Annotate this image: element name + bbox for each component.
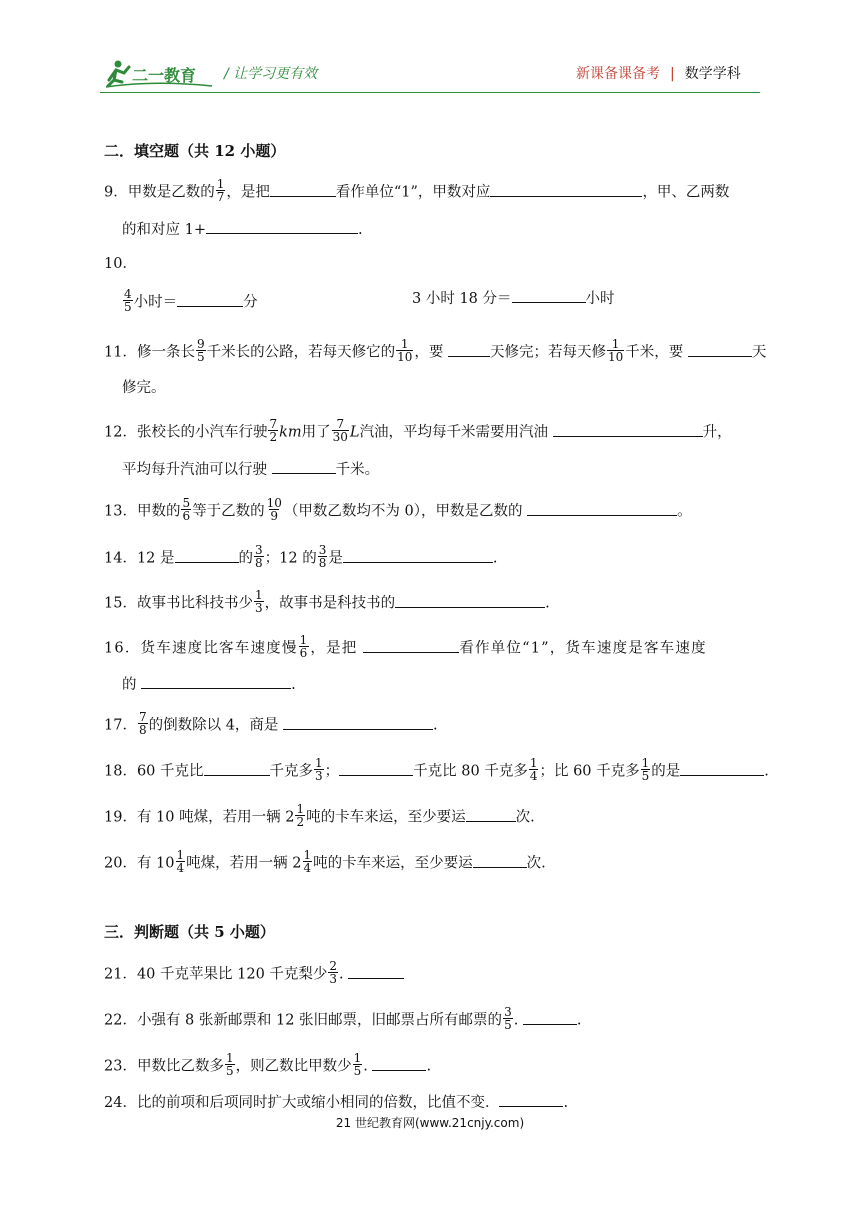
question-text: .: [492, 550, 498, 567]
question-text: 升，: [702, 424, 732, 441]
fraction-numerator: 5: [182, 496, 191, 510]
fraction-numerator: 3: [255, 543, 263, 557]
answer-blank: [448, 342, 490, 357]
fraction: [529, 757, 539, 782]
question-text: 13．甲数的: [104, 503, 181, 520]
header-separator: |: [670, 66, 675, 82]
question-text: ，是把: [226, 184, 270, 201]
fraction-numerator: 10: [266, 496, 282, 510]
question-text: 22．小强有 8 张新邮票和 12 张旧邮票，旧邮票占所有邮票的: [104, 1012, 503, 1029]
answer-blank: [204, 761, 270, 776]
fraction-numerator: 1: [353, 1051, 362, 1065]
answer-blank: [206, 219, 358, 234]
question-9: [104, 177, 730, 205]
fraction: [607, 338, 624, 363]
answer-blank: [466, 807, 516, 822]
fraction-denominator: 8: [138, 723, 147, 737]
header-slogan: / 让学习更有效: [224, 66, 318, 82]
question-text: 的: [122, 677, 137, 693]
fraction-numerator: 1: [641, 756, 650, 770]
question-text: 16．货车速度比客车速度慢: [104, 640, 298, 657]
question-text: 吨的卡车来运，至少要运: [306, 809, 466, 826]
fraction-numerator: 9: [196, 337, 205, 351]
question-text: 23．甲数比乙数多: [104, 1058, 224, 1075]
question-text: .: [339, 966, 344, 983]
fraction-numerator: 1: [611, 337, 620, 351]
fraction: [176, 849, 186, 874]
question-text: ；: [324, 763, 340, 780]
fraction-denominator: 4: [176, 861, 185, 875]
question-text: 吨的卡车来运，至少要运: [313, 855, 473, 872]
question-text: .: [764, 763, 769, 780]
fraction: [254, 544, 264, 569]
question-text: ；12 的: [264, 550, 317, 567]
fraction: [196, 338, 206, 363]
question-20: [104, 848, 546, 876]
question-18: [104, 756, 769, 784]
fraction-numerator: 1: [400, 337, 409, 351]
fraction-numerator: 1: [299, 633, 309, 647]
question-text: 千米，要: [625, 344, 684, 361]
question-16: [104, 633, 707, 661]
answer-blank: [283, 715, 433, 730]
answer-blank: [175, 548, 239, 563]
answer-blank: [553, 422, 703, 437]
fraction-denominator: 5: [196, 350, 205, 364]
question-text: 分: [243, 294, 258, 311]
question-24: [104, 1092, 568, 1113]
fraction: [266, 497, 283, 522]
answer-blank: [688, 342, 752, 357]
fraction: [328, 960, 338, 985]
fraction: [299, 634, 310, 659]
fraction: [138, 711, 148, 736]
question-text: .: [563, 1095, 569, 1111]
question-text: 用了: [301, 424, 331, 441]
question-22: 22．小强有 8 张新邮票和 12 张旧邮票，旧邮票占所有邮票的 $\frac{3}{5}$ . .: [104, 1005, 582, 1032]
answer-blank: [512, 288, 586, 303]
question-text: 20．有 10: [104, 855, 175, 872]
section-title-fill: 二．填空题（共 12 小题）: [104, 142, 286, 160]
question-text: 千米长的公路，若每天修它的: [206, 344, 396, 361]
fraction-denominator: 9: [270, 509, 279, 523]
header-divider: [100, 92, 760, 93]
fraction: [123, 288, 133, 313]
question-11-cont: 修完。: [122, 380, 166, 396]
fraction-numerator: 1: [216, 177, 225, 191]
fraction-numerator: 3: [504, 1005, 512, 1019]
question-text: 天: [751, 344, 767, 361]
question-23: 23．甲数比乙数多 $\frac{1}{5}$ ，则乙数比甲数少 $\frac{1}{5}$ . .: [104, 1051, 432, 1078]
question-text: 小时: [585, 291, 615, 307]
fraction-denominator: 3: [329, 972, 338, 986]
question-text: .: [426, 1058, 432, 1075]
question-16-cont: [122, 674, 296, 695]
question-15: [104, 588, 550, 616]
question-text: 12．张校长的小汽车行驶: [104, 424, 268, 441]
fraction: [254, 589, 264, 614]
fraction-numerator: 1: [296, 802, 305, 816]
question-10-b: [412, 288, 615, 309]
question-13: [104, 496, 692, 524]
answer-blank: [363, 638, 459, 653]
question-text: 15．故事书比科技书少: [104, 595, 253, 612]
answer-blank: [527, 501, 677, 516]
answer-blank: [270, 182, 336, 197]
fraction-denominator: 2: [296, 815, 305, 829]
fraction-denominator: 3: [315, 769, 323, 783]
question-text: .: [433, 717, 438, 734]
question-text: 千米。: [335, 462, 380, 478]
fraction-denominator: 5: [504, 1018, 512, 1032]
fraction: [314, 757, 324, 782]
question-text: 9．甲数是乙数的: [104, 184, 215, 201]
fraction-numerator: 4: [124, 287, 132, 301]
fraction-denominator: 7: [216, 190, 225, 204]
fraction-numerator: 1: [529, 756, 538, 770]
fraction: [641, 757, 651, 782]
question-text: 的是: [651, 763, 681, 780]
question-12: [104, 417, 732, 445]
question-text: 千克多: [269, 763, 314, 780]
question-19: [104, 802, 535, 830]
question-text: 24．比的前项和后项同时扩大或缩小相同的倍数，比值不变．: [104, 1095, 500, 1111]
question-10-num: 10．: [104, 256, 137, 272]
fraction-denominator: 10: [607, 350, 624, 364]
fraction: [318, 544, 328, 569]
fraction-numerator: 7: [138, 710, 147, 724]
fraction-denominator: 10: [397, 350, 413, 364]
question-text: ，则乙数比甲数少: [235, 1058, 352, 1075]
logo-text: 二一教育: [132, 66, 197, 85]
question-text: 次.: [526, 855, 546, 872]
answer-blank: [395, 593, 545, 608]
question-text: ，要: [414, 344, 444, 361]
question-text: 11．修一条长: [104, 344, 195, 361]
question-text: 小时＝: [133, 294, 178, 311]
fraction: [225, 1052, 235, 1077]
answer-blank: [272, 459, 336, 474]
question-text: 的: [238, 550, 254, 567]
section-title-judge: 三．判断题（共 5 小题）: [104, 923, 275, 941]
question-text: 平均每升汽油可以行驶: [122, 462, 267, 478]
question-text: （甲数乙数均不为 0），甲数是乙数的: [283, 503, 523, 520]
answer-blank: [372, 1056, 426, 1071]
answer-blank: [523, 1010, 577, 1025]
question-text: 天修完；若每天修: [489, 344, 606, 361]
fraction-numerator: 7: [336, 417, 345, 431]
question-text: 14．12 是: [104, 550, 175, 567]
answer-blank: [680, 761, 764, 776]
question-text: 吨煤，若用一辆 2: [186, 855, 302, 872]
fraction-numerator: 1: [303, 848, 312, 862]
question-9-cont: [122, 219, 363, 240]
fraction: [503, 1006, 513, 1031]
question-text: 次.: [515, 809, 535, 826]
answer-blank: [141, 674, 291, 689]
fraction-denominator: 5: [124, 300, 132, 314]
fraction: [353, 1052, 363, 1077]
question-text: 的倒数除以 4，商是: [148, 717, 279, 734]
question-text: 的和对应 1+: [122, 222, 206, 238]
fraction-denominator: 5: [225, 1064, 234, 1078]
fraction-denominator: 3: [254, 601, 263, 615]
question-text: .: [291, 677, 296, 693]
question-10-a: [122, 287, 258, 315]
question-text: 看作单位“1”，货车速度是客车速度: [459, 640, 707, 657]
answer-blank: [339, 761, 413, 776]
header-subject: 数学学科: [684, 66, 741, 82]
header-tag: 新课备课备考: [576, 66, 660, 82]
question-text: .: [545, 595, 550, 612]
page-footer: 21 世纪教育网(www.21cnjy.com): [335, 1116, 525, 1130]
question-text: 19．有 10 吨煤，若用一辆 2: [104, 809, 295, 826]
fraction-numerator: 3: [318, 543, 327, 557]
fraction-denominator: 4: [303, 861, 312, 875]
question-text: 17．: [104, 717, 137, 734]
fraction-denominator: 6: [182, 509, 191, 523]
question-text: 3 小时 18 分＝: [412, 291, 512, 307]
question-21: [104, 959, 404, 987]
question-text: 18．60 千克比: [104, 763, 204, 780]
fraction-numerator: 1: [225, 1051, 234, 1065]
fraction-numerator: 1: [176, 848, 185, 862]
fraction: [216, 178, 226, 203]
answer-blank: [348, 964, 404, 979]
brand-logo: [104, 58, 216, 90]
fraction: [332, 418, 349, 443]
question-text: 等于乙数的: [192, 503, 265, 520]
question-text: L: [349, 424, 360, 441]
question-text: .: [576, 1012, 582, 1029]
answer-blank: [473, 853, 527, 868]
fraction-denominator: 6: [299, 646, 309, 660]
question-14: [104, 543, 498, 571]
question-17: [104, 710, 438, 738]
question-text: 汽油，平均每千米需要用汽油: [359, 424, 549, 441]
fraction-denominator: 8: [255, 556, 263, 570]
fraction: [268, 418, 278, 443]
question-text: ，甲、乙两数: [642, 184, 730, 201]
question-text: 。: [677, 503, 692, 520]
fraction-numerator: 7: [269, 417, 278, 431]
question-text: 看作单位“1”，甲数对应: [335, 184, 491, 201]
question-text: 千克比 80 千克多: [413, 763, 528, 780]
answer-blank: [490, 182, 642, 197]
question-text: 21．40 千克苹果比 120 千克梨少: [104, 966, 328, 983]
fraction-denominator: 5: [353, 1064, 362, 1078]
question-11: [104, 337, 767, 365]
fraction-numerator: 1: [254, 588, 263, 602]
question-text: km: [279, 424, 302, 441]
answer-blank: [499, 1092, 563, 1107]
fraction-denominator: 8: [318, 556, 327, 570]
fraction: [303, 849, 313, 874]
fraction-denominator: 4: [529, 769, 538, 783]
fraction: [396, 338, 413, 363]
question-text: ；比 60 千克多: [539, 763, 640, 780]
answer-blank: [177, 292, 243, 307]
question-text: ，故事书是科技书的: [264, 595, 396, 612]
question-text: .: [357, 222, 363, 238]
fraction: [181, 497, 191, 522]
fraction: [295, 803, 305, 828]
header-right: [576, 63, 741, 83]
runner-icon: [108, 61, 129, 87]
question-text: 是: [328, 550, 343, 567]
question-text: ，是把: [310, 640, 358, 657]
fraction-denominator: 5: [641, 769, 650, 783]
fraction-denominator: 2: [269, 430, 278, 444]
fraction-numerator: 2: [329, 959, 338, 973]
answer-blank: [343, 548, 493, 563]
fraction-denominator: 30: [332, 430, 348, 444]
fraction-numerator: 1: [315, 756, 323, 770]
question-12-cont: [122, 459, 379, 480]
